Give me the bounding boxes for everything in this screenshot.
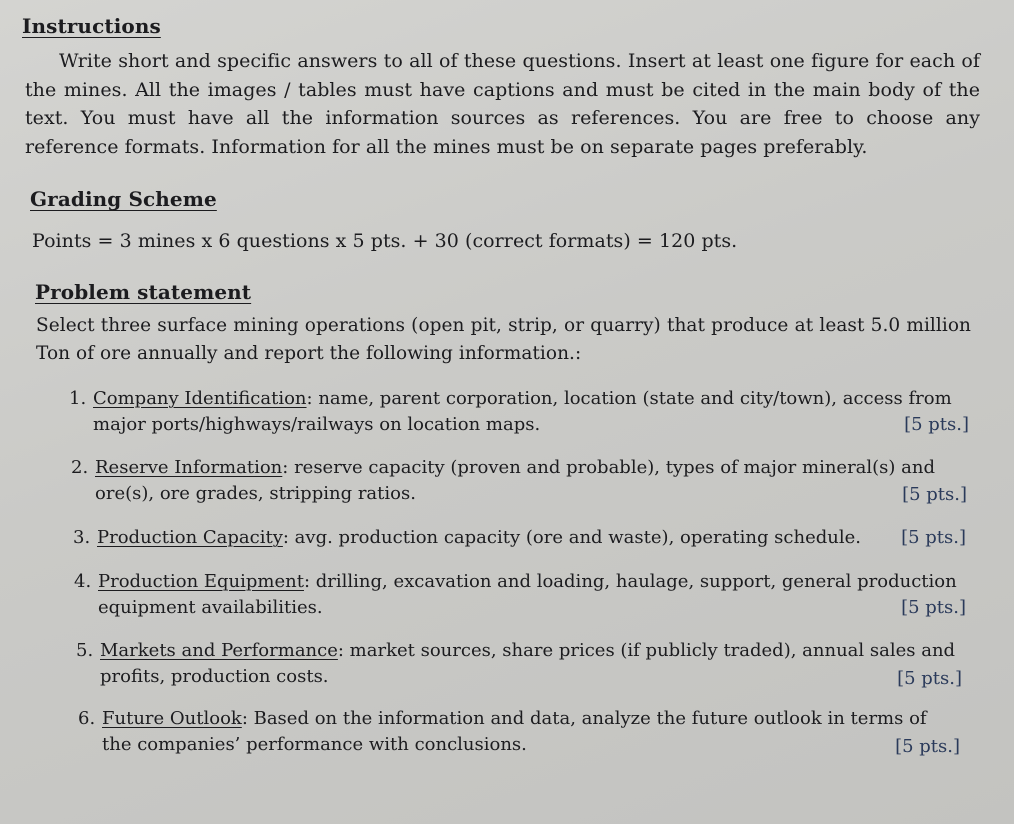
item-text: : drilling, excavation and loading, haulage, support, general production equipment availabilities. — [98, 571, 957, 618]
item-body — [93, 386, 969, 438]
instructions-heading: Instructions — [22, 14, 161, 38]
item-points: [5 pts.] — [895, 736, 960, 757]
item-term: Future Outlook — [102, 708, 242, 729]
item-number: 2. — [71, 457, 89, 478]
item-body — [95, 455, 967, 507]
item-body — [97, 525, 874, 551]
item-number: 5. — [76, 640, 94, 661]
item-number: 4. — [74, 571, 92, 592]
grading-heading: Grading Scheme — [30, 187, 217, 211]
item-number: 3. — [73, 527, 91, 548]
problem-text: Select three surface mining operations (open pit, strip, or quarry) that produce at least 5.0 million Ton of ore annually and report the following information.: — [36, 315, 971, 364]
item-number: 1. — [69, 388, 87, 409]
item-points: [5 pts.] — [902, 484, 967, 505]
item-term: Production Equipment — [98, 571, 304, 592]
item-term: Markets and Performance — [100, 640, 338, 661]
item-text: : market sources, share prices (if publicly traded), annual sales and profits, production costs. — [100, 640, 956, 687]
item-term: Company Identification — [93, 388, 307, 409]
item-number: 6. — [78, 708, 96, 729]
grading-text: Points = 3 mines x 6 questions x 5 pts. + 30 (correct formats) = 120 pts. — [32, 230, 738, 252]
item-text: : Based on the information and data, analyze the future outlook in terms of the companies’ performance with conclusions. — [102, 708, 927, 755]
item-points: [5 pts.] — [901, 527, 966, 548]
item-points: [5 pts.] — [904, 414, 969, 435]
item-points: [5 pts.] — [897, 668, 962, 689]
item-points: [5 pts.] — [901, 597, 966, 618]
list-item — [76, 638, 962, 690]
list-item — [73, 525, 966, 553]
list-item — [69, 386, 969, 438]
problem-heading: Problem statement — [35, 280, 252, 304]
item-body — [100, 638, 962, 690]
list-item — [74, 569, 966, 621]
item-text: : avg. production capacity (ore and waste), operating schedule. — [282, 527, 861, 548]
instructions-paragraph — [25, 47, 980, 161]
instructions-text: Write short and specific answers to all of these questions. Insert at least one figure for each of the mines. All the images / tables must have captions and must be cited in the main body of the text. You must have all the information sources as references. You are free to choose any reference formats. Information for all the mines must be on separate pages preferably. — [25, 50, 980, 158]
item-term: Reserve Information — [95, 457, 283, 478]
list-item — [78, 706, 960, 758]
list-item — [71, 455, 967, 507]
item-text: : name, parent corporation, location (state and city/town), access from major ports/highways/railways on location maps. — [93, 388, 952, 435]
item-body — [98, 569, 966, 621]
item-term: Production Capacity — [97, 527, 283, 548]
item-text: : reserve capacity (proven and probable), types of major mineral(s) and ore(s), ore grades, stripping ratios. — [95, 457, 936, 504]
item-body — [102, 706, 960, 758]
